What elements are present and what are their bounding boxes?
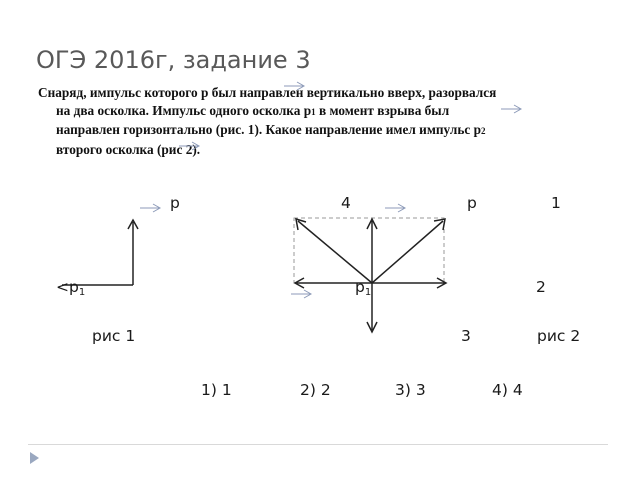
fig2-vector-4 xyxy=(298,221,372,283)
slide-bullet-icon xyxy=(30,452,39,464)
problem-line-1: Снаряд, импульс которого р был направлен вертикально вверх, разорвался xyxy=(38,85,497,100)
fig1-caption: рис 1 xyxy=(92,327,136,345)
pointer-arrow-icon xyxy=(384,202,410,214)
slide-bottom-rule xyxy=(28,444,608,445)
fig2-label-p: р xyxy=(467,194,477,212)
fig2-label-2: 2 xyxy=(536,278,546,296)
fig2-label-p1: р1 xyxy=(355,278,372,298)
fig2-vector-1 xyxy=(372,221,443,283)
fig2-caption: рис 2 xyxy=(537,327,581,345)
answer-option-3[interactable]: 3) 3 xyxy=(395,381,426,399)
slide-title: ОГЭ 2016г, задание 3 xyxy=(36,46,311,74)
answer-option-1[interactable]: 1) 1 xyxy=(201,381,232,399)
fig1-label-p: р xyxy=(170,194,180,212)
problem-line-4: второго осколка (рис 2). xyxy=(56,141,201,157)
fig2-label-4: 4 xyxy=(341,194,351,212)
problem-line-3: направлен горизонтально (рис. 1). Какое направление имел импульс р2 xyxy=(56,122,486,137)
problem-line-2: на два осколка. Импульс одного осколка р1 в момент взрыва был xyxy=(56,102,450,118)
fig2-arrowhead-4 xyxy=(296,219,306,230)
pointer-arrow-icon xyxy=(290,288,316,300)
pointer-arrow-icon xyxy=(139,202,165,214)
answer-option-2[interactable]: 2) 2 xyxy=(300,381,331,399)
fig2-dashed-box xyxy=(294,218,444,283)
subscript-1: 1 xyxy=(311,106,316,117)
fig2-label-3: 3 xyxy=(461,327,471,345)
fig1-label-p1: <р1 xyxy=(56,278,86,298)
pointer-arrow-icon xyxy=(500,103,526,115)
fig2-label-1: 1 xyxy=(551,194,561,212)
subscript-2: 2 xyxy=(480,126,486,136)
answer-option-4[interactable]: 4) 4 xyxy=(492,381,523,399)
pointer-arrow-icon xyxy=(178,140,204,152)
pointer-arrow-icon xyxy=(283,80,309,92)
